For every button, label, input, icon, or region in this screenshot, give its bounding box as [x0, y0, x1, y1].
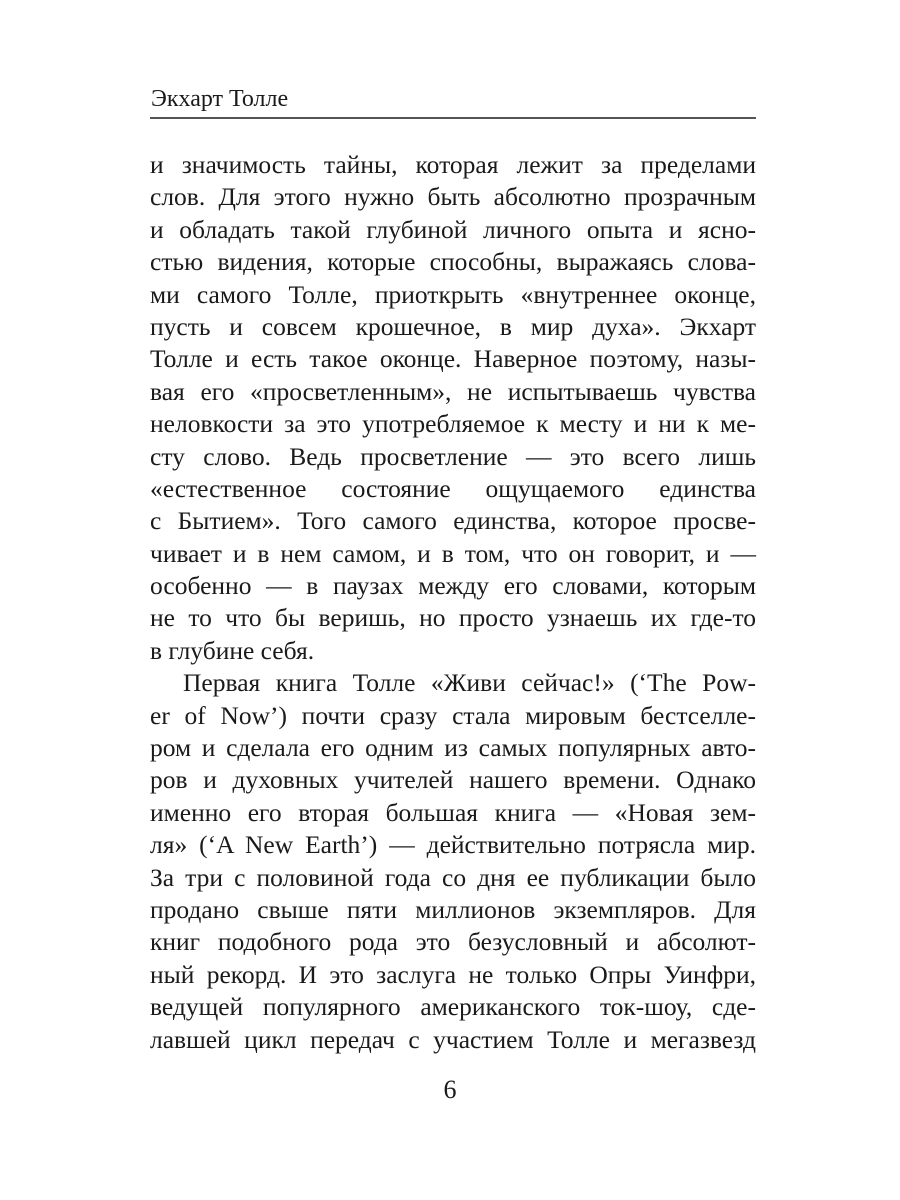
running-head: Экхарт Толле: [151, 86, 289, 112]
text-line: сту слово. Ведь просветление — это всего лишь: [150, 441, 756, 471]
text-line: слов. Для этого нужно быть абсолютно прозрачным: [150, 182, 756, 212]
text-line: вая его «просветленным», не испытываешь чувства: [150, 376, 756, 406]
text-line: в глубине себя.: [150, 635, 315, 665]
text-line: неловкости за это употребляемое к месту и ни к ме-: [150, 409, 756, 439]
text-line: книг подобного рода это безусловный и абсолют-: [150, 927, 756, 957]
text-line: и значимость тайны, которая лежит за пределами: [150, 150, 756, 179]
text-line: ром и сделала его одним из самых популярных авто-: [150, 733, 756, 763]
text-line: ный рекорд. И это заслуга не только Опры Уинфри,: [150, 959, 756, 989]
text-line: именно его вторая большая книга — «Новая зем-: [150, 797, 756, 827]
text-line: и обладать такой глубиной личного опыта и ясно-: [150, 214, 756, 244]
text-line: чивает и в нем самом, и в том, что он говорит, и —: [150, 538, 756, 568]
text-line: ми самого Толле, приоткрыть «внутреннее оконце,: [150, 279, 756, 309]
body-text: [150, 149, 756, 1056]
text-line: ров и духовных учителей нашего времени. Однако: [150, 765, 756, 795]
text-line: er of Now’) почти сразу стала мировым бестселле-: [150, 700, 756, 730]
text-line: За три с половиной года со дня ее публикации было: [150, 862, 756, 892]
text-line: «естественное состояние ощущаемого единства: [150, 473, 756, 503]
text-line: продано свыше пяти миллионов экземпляров. Для: [150, 894, 756, 924]
text-line: Первая книга Толле «Живи сейчас!» (‘The Pow-: [183, 668, 756, 698]
header-rule: [150, 117, 756, 119]
text-line: не то что бы веришь, но просто узнаешь их где-то: [150, 603, 756, 633]
text-line: ля» (‘A New Earth’) — действительно потрясла мир.: [150, 830, 756, 860]
text-line: особенно — в паузах между его словами, которым: [150, 571, 756, 601]
text-line: лавшей цикл передач с участием Толле и мегазвезд: [150, 1024, 756, 1054]
page-number: 6: [443, 1075, 457, 1104]
text-line: пусть и совсем крошечное, в мир духа». Экхарт: [150, 311, 756, 341]
text-line: стью видения, которые способны, выражаясь слова-: [150, 247, 756, 277]
text-line: ведущей популярного американского ток-шоу, сде-: [150, 992, 756, 1022]
text-line: с Бытием». Того самого единства, которое просве-: [150, 506, 756, 536]
text-line: Толле и есть такое оконце. Наверное поэтому, назы-: [150, 344, 756, 374]
